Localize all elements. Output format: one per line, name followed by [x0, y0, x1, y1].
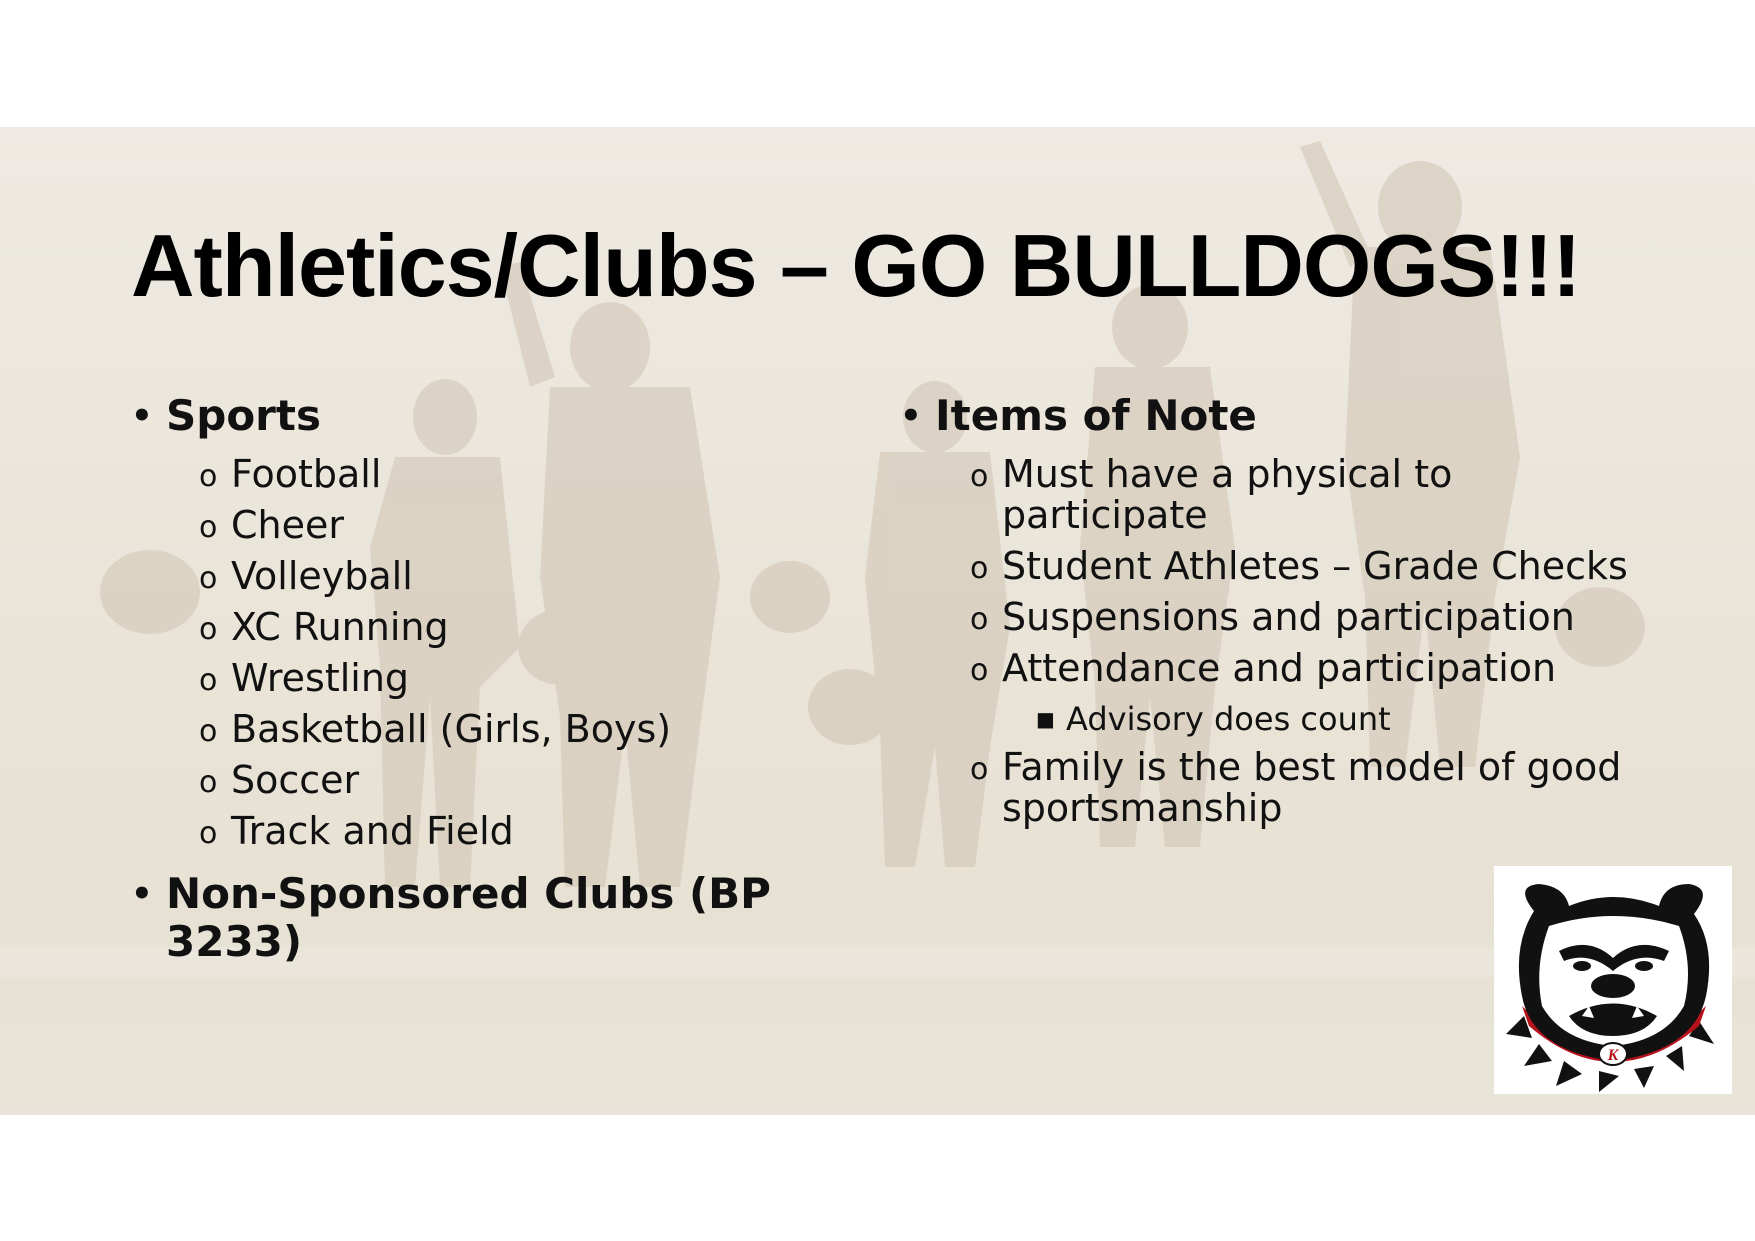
list-item	[900, 546, 1640, 587]
bullet-label-line2: 3233)	[166, 917, 303, 966]
list-item-text: XC Running	[231, 605, 449, 649]
list-item	[131, 556, 791, 597]
list-item-text: Soccer	[231, 758, 360, 802]
circle-bullet-icon: o	[970, 653, 989, 688]
circle-bullet-icon: o	[199, 714, 218, 749]
list-item	[900, 648, 1640, 689]
list-item	[131, 607, 791, 648]
list-item	[131, 454, 791, 495]
bullet-dot-icon: •	[131, 874, 153, 914]
circle-bullet-icon: o	[199, 816, 218, 851]
bullet-label: Items of Note	[935, 391, 1257, 440]
list-item-text: sportsmanship	[1002, 786, 1283, 830]
slide	[0, 127, 1755, 1115]
list-item	[900, 597, 1640, 638]
circle-bullet-icon: o	[199, 561, 218, 596]
list-item-text: Suspensions and participation	[1002, 595, 1575, 639]
list-item-text: Family is the best model of good	[1002, 745, 1622, 789]
circle-bullet-icon: o	[199, 459, 218, 494]
list-item-text: Track and Field	[231, 809, 514, 853]
list-item-text: Football	[231, 452, 382, 496]
circle-bullet-icon: o	[970, 752, 989, 787]
list-subitem	[900, 699, 1640, 739]
bullet-clubs	[131, 870, 791, 966]
bullet-dot-icon: •	[900, 396, 922, 436]
circle-bullet-icon: o	[970, 459, 989, 494]
circle-bullet-icon: o	[970, 551, 989, 586]
list-item	[131, 709, 791, 750]
slide-title: Athletics/Clubs – GO BULLDOGS!!!	[131, 216, 1581, 315]
left-column	[131, 392, 791, 980]
bullet-items-of-note	[900, 392, 1640, 440]
circle-bullet-icon: o	[199, 765, 218, 800]
list-item	[131, 760, 791, 801]
list-item-text: Volleyball	[231, 554, 413, 598]
list-item	[131, 811, 791, 852]
square-bullet-icon: ■	[1036, 707, 1055, 731]
list-item	[900, 454, 1640, 536]
right-column	[900, 392, 1640, 839]
list-item-text: Cheer	[231, 503, 344, 547]
list-item-text: Student Athletes – Grade Checks	[1002, 544, 1628, 588]
list-item-text: participate	[1002, 493, 1208, 537]
list-item	[131, 505, 791, 546]
circle-bullet-icon: o	[199, 612, 218, 647]
logo-letter: K	[1607, 1047, 1619, 1064]
list-item-text: Basketball (Girls, Boys)	[231, 707, 672, 751]
bullet-label: Sports	[166, 391, 321, 440]
bullet-label-line1: Non-Sponsored Clubs (BP	[166, 869, 771, 918]
list-item	[131, 658, 791, 699]
bullet-dot-icon: •	[131, 396, 153, 436]
bulldog-icon	[1494, 866, 1732, 1094]
circle-bullet-icon: o	[970, 602, 989, 637]
list-item	[900, 747, 1640, 829]
bulldog-logo	[1494, 866, 1732, 1094]
list-item-text: Must have a physical to	[1002, 452, 1453, 496]
bullet-sports	[131, 392, 791, 440]
list-item-text: Attendance and participation	[1002, 646, 1557, 690]
list-item-text: Wrestling	[231, 656, 410, 700]
circle-bullet-icon: o	[199, 663, 218, 698]
list-subitem-text: Advisory does count	[1066, 700, 1391, 738]
circle-bullet-icon: o	[199, 510, 218, 545]
